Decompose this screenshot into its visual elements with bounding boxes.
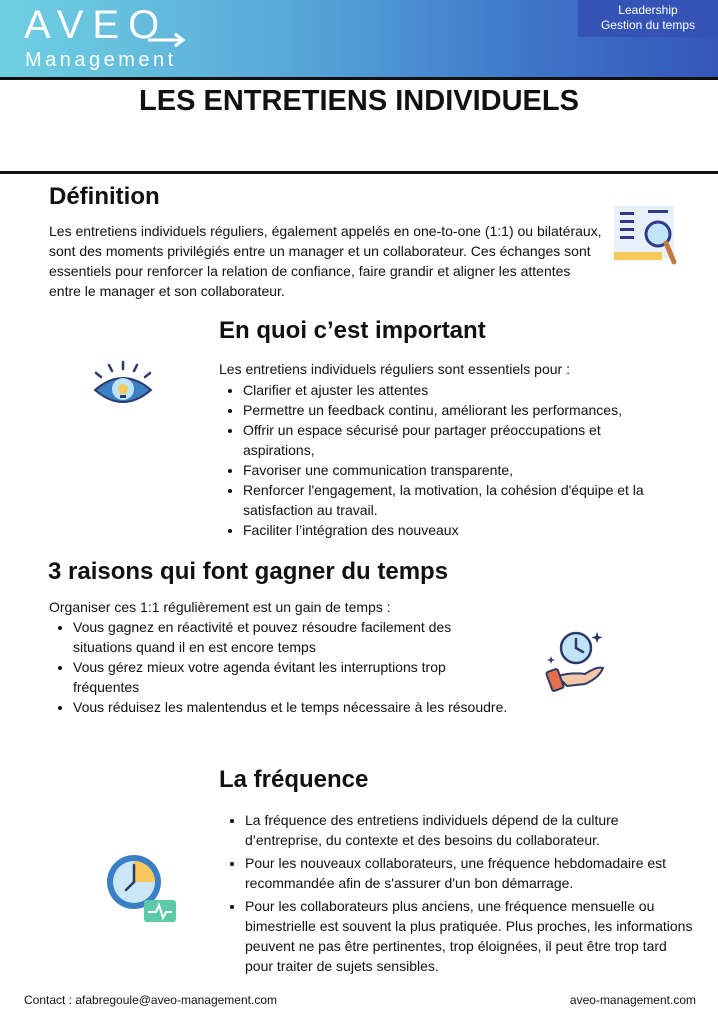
title-rule: [0, 171, 718, 174]
important-list: [219, 380, 673, 540]
list-item: • Permettre un feedback continu, améliorant les performances,: [243, 400, 673, 420]
list-item: • Pour les collaborateurs plus anciens, une fréquence mensuelle ou bimestrielle est souvent la plus pratiquée. Plus proches, les informations peuvent ne pas être pertinentes, trop éloignées, il peut être trop tard pour traiter de sujets sensibles.: [245, 896, 695, 976]
logo-subtitle: Management: [25, 49, 177, 71]
important-heading: En quoi c’est important: [219, 317, 486, 344]
footer-contact: Contact : afabregoule@aveo-management.com: [24, 993, 277, 1007]
logo-arrow-icon: [120, 8, 190, 48]
header-rule: [0, 77, 718, 80]
important-intro: Les entretiens individuels réguliers sont essentiels pour :: [219, 361, 570, 377]
eye-lightbulb-icon: [92, 360, 154, 412]
definition-text: Les entretiens individuels réguliers, également appelés en one-to-one (1:1) ou bilatéraux, sont des moments privilégiés entre un manager et un collaborateur. Ces échanges sont essentiels pour renforcer la relation de confiance, faire grandir et aligner les attentes entre le manager et son collaborateur.: [49, 223, 602, 299]
list-item: • Vous gagnez en réactivité et pouvez résoudre facilement des situations quand il en est encore temps: [73, 617, 513, 657]
tag-leadership: Leadership: [618, 3, 678, 17]
frequence-list: [221, 810, 695, 979]
raisons-heading: 3 raisons qui font gagner du temps: [48, 558, 449, 585]
topic-tag: [578, 0, 718, 37]
list-item: • Offrir un espace sécurisé pour partager préoccupations et aspirations,: [243, 420, 673, 460]
clock-hand-icon: [543, 628, 609, 692]
pie-clock-icon: [104, 852, 180, 928]
frequence-heading: La fréquence: [219, 766, 369, 793]
list-item: • Clarifier et ajuster les attentes: [243, 380, 673, 400]
list-item: • Faciliter l’intégration des nouveaux: [243, 520, 673, 540]
footer-site-link[interactable]: aveo-management.com: [569, 993, 696, 1007]
list-item: • Favoriser une communication transparente,: [243, 460, 673, 480]
list-item: • Renforcer l'engagement, la motivation, la cohésion d'équipe et la satisfaction au travail.: [243, 480, 673, 520]
page-title: LES ENTRETIENS INDIVIDUELS: [139, 85, 579, 117]
raisons-list: [49, 617, 513, 717]
definition-heading: Définition: [49, 183, 160, 210]
logo: AVEO: [24, 3, 169, 47]
raisons-intro: Organiser ces 1:1 régulièrement est un gain de temps :: [49, 599, 391, 615]
header-banner: [0, 0, 718, 77]
list-item: • Vous réduisez les malentendus et le temps nécessaire à les résoudre.: [73, 697, 513, 717]
list-item: • La fréquence des entretiens individuels dépend de la culture d’entreprise, du contexte et des besoins du collaborateur.: [245, 810, 695, 850]
list-item: • Vous gérez mieux votre agenda évitant les interruptions trop fréquentes: [73, 657, 513, 697]
list-item: • Pour les nouveaux collaborateurs, une fréquence hebdomadaire est recommandée afin de s'assurer d'un bon démarrage.: [245, 853, 695, 893]
tag-gestion: Gestion du temps: [600, 18, 696, 32]
document-search-icon: [610, 200, 682, 268]
